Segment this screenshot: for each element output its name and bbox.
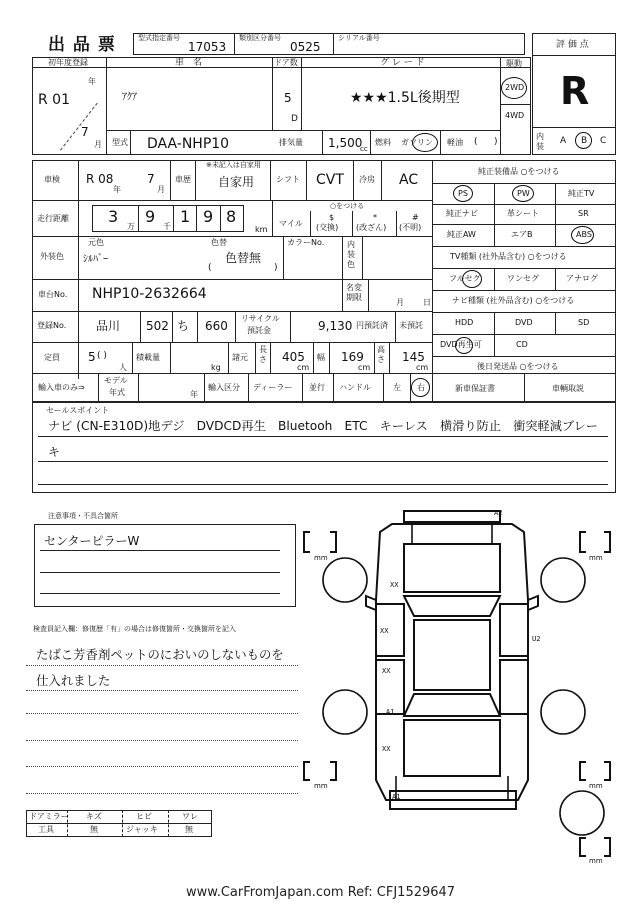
tools-header-break: ワレ [182,812,198,821]
first-reg-month: 7 [81,125,89,139]
first-reg-month-unit: 月 [94,140,102,149]
mm-label-spare: mm [589,857,603,865]
mileage-exchanged-b: (交換) [316,223,339,232]
fuel-paren-open: ( [474,137,478,147]
recycle-label-b: 預託金 [247,326,271,335]
tv-oneseg: ワンセグ [507,274,539,283]
tv-analog: アナログ [566,274,598,283]
interior-label: 内装 [536,132,544,151]
standard-equipment-title: 純正装備品 ○をつける [478,167,560,176]
right-mirror [528,596,538,610]
length-cm: cm [297,363,310,372]
right-front-door [500,604,528,656]
trunk-panel [404,720,500,776]
history-note: ※未記入は自家用 [206,161,261,169]
mm-label-rl: mm [314,782,328,790]
capacity-label: 定員 [44,353,60,362]
repaint-paren-close: ) [274,263,278,273]
mileage-mile: マイル [279,219,303,228]
tv-fullseg: フルセグ [449,274,481,283]
equip-tv: 純正TV [568,189,595,198]
grade-value: ★★★1.5L後期型 [350,90,460,106]
model-year-unit: 年 [190,390,198,399]
shaken-year-unit: 年 [113,185,121,194]
notes-label: 注意事項・不具合箇所 [48,512,118,520]
equip-abs: ABS [576,230,592,239]
mileage-sen: 千 [163,222,171,231]
import-label: 輸入車のみ⇒ [38,383,85,392]
diag-mark-rear-bumper: A1 [392,793,401,801]
wheel-rear-right [541,690,585,734]
handle-left: 左 [393,383,401,392]
expiry-month: 月 [396,298,404,307]
equip-airbag: エアB [511,230,533,239]
chassis-value: NHP10-2632664 [92,286,207,302]
mileage-digit-3: 1 [180,207,191,226]
ac-value: AC [399,172,419,188]
wheel-front-right [541,558,585,602]
rear-window [404,694,500,716]
mileage-km: km [255,225,268,234]
right-rear-door [500,660,528,714]
later-shipment-title: 後日発送品 ○をつける [477,362,559,371]
tools-jack-label: ジャッキ [126,825,158,834]
handle-right: 右 [417,383,425,392]
drive-label: 駆動 [506,59,522,68]
mileage-altered-b: (改ざん) [356,223,387,232]
wheel-front-left [323,558,367,602]
tools-header-crack: ヒビ [136,812,152,821]
category-label: 類別区分番号 [239,34,281,42]
fuel-diesel: 軽油 [447,138,463,147]
ac-label: 冷房 [359,175,375,184]
width-cm: cm [358,363,371,372]
mm-label-fr: mm [589,554,603,562]
rating-value: R [560,69,590,113]
model-cert-label: 型式指定番号 [138,34,180,42]
mm-label-rr: mm [589,782,603,790]
equip-ps: PS [458,189,468,198]
recycle-label-a: リサイクル [241,314,280,323]
sales-point-label: セールスポイント [46,406,110,415]
equip-pw: PW [517,189,530,198]
import-dealer: ディーラー [253,383,293,392]
capacity-paren: ( ) [97,351,107,361]
diag-mark-right-door: U2 [532,635,541,643]
interior-a: A [560,136,567,146]
grade-label: グ レ ー ド [380,58,425,68]
interior-color-label: 内装色 [347,240,355,269]
registration-area: 品川 [96,319,121,333]
equip-navi: 純正ナビ [446,209,478,218]
shift-label: シフト [276,175,300,184]
doors-label: ドア数 [274,58,298,67]
capacity-value: 5 [88,350,96,364]
diag-mark-front-bumper: A2 [494,509,503,517]
original-color-value: ｼﾙﾊﾞｰ [83,254,108,265]
tools-header-scratch: キズ [86,812,102,821]
front-bumper [404,509,503,522]
equip-leather: 革シート [507,209,539,218]
fuel-gasoline: ガソリン [401,138,433,147]
original-color-label: 元色 [88,238,104,247]
diag-mark-left-front-door: XX [380,627,389,635]
shaken-year: R 08 [86,172,114,186]
import-category-label: 輸入区分 [208,383,240,392]
fuel-label: 燃料 [375,138,391,147]
diag-mark-left-quarter: A1 [386,708,395,716]
registration-class: 502 [146,319,169,333]
navi-dvd-playback: DVD再生可 [440,340,482,349]
interior-b: B [581,136,588,146]
navi-hdd: HDD [455,318,474,327]
displacement-value: 1,500 [328,136,363,150]
windshield [404,596,500,616]
registration-label: 登録No. [37,321,67,330]
diag-mark-left-rear: XX [382,745,391,753]
shift-value: CVT [316,172,344,188]
repaint-paren-open: ( [208,263,212,273]
fuel-paren-close: ) [494,137,498,147]
handle-label: ハンドル [339,383,371,392]
watermark-text: www.CarFromJapan.com Ref: CFJ1529647 [186,885,456,900]
roof-panel [414,620,490,690]
recycle-unit: 円預託済 [356,321,388,330]
width-value: 169 [341,350,364,364]
wheel-rear-left [323,690,367,734]
width-label: 幅 [317,353,325,362]
recycle-value: 9,130 [318,319,353,333]
drive-2wd: 2WD [505,83,525,92]
sheet-title: 出 品 票 [48,35,116,55]
first-reg-year: R 01 [38,92,70,108]
drive-4wd: 4WD [505,111,525,120]
mileage-unknown-b: (不明) [399,223,422,232]
rating-label: 評 価 点 [556,40,589,50]
mileage-man: 万 [127,222,135,231]
tools-jack-value: 無 [185,825,193,834]
category-value: 0525 [290,40,321,54]
later-manual: 車輌取説 [552,384,584,393]
mileage-digit-4: 9 [203,207,214,226]
expiry-day: 日 [423,298,431,307]
mileage-digit-1: 3 [108,207,119,226]
navi-dvd: DVD [515,318,533,327]
serial-label: シリアル番号 [338,34,380,42]
color-no-label: カラーNo. [287,238,325,247]
history-label: 車歴 [175,175,191,184]
equip-sr: SR [578,209,589,218]
repaint-value: 色替無 [225,251,262,265]
tools-tool-label: 工具 [38,825,54,834]
recycle-pending: 未預託 [399,321,423,330]
mileage-label: 走行距離 [37,214,69,223]
tools-header-mirror: ドアミラー [29,812,69,821]
length-label: 長さ [259,345,267,364]
color-label: 外装色 [40,252,64,261]
name-expiry-label: 名変期限 [346,283,362,302]
navi-type-title: ナビ種類 (社外品含む) ○をつける [452,296,575,305]
equip-aw: 純正AW [447,230,476,239]
door-type: D [291,114,298,124]
car-body-outline [376,524,528,800]
doors-value: 5 [284,91,292,105]
spare-wheel [560,791,604,835]
tools-tool-value: 無 [90,825,98,834]
model-year-label-a: モデル [104,376,128,385]
load-label: 積載量 [136,353,160,362]
chassis-label: 車台No. [38,290,68,299]
load-kg: kg [211,363,221,372]
hood-panel [404,544,500,592]
height-label: 高さ [377,345,385,364]
sales-point-line1: ナビ (CN-E310D)地デジ DVDCD再生 Bluetooh ETC キーレス 横滑り防止 衝突軽減ブレー [48,419,598,433]
diag-mark-left-rear-door: XX [382,667,391,675]
model-label: 型式 [112,138,128,147]
sales-point-line2: キ [48,445,61,459]
tv-type-title: TV種類 (社外品含む) ○をつける [450,252,567,261]
first-reg-label: 初年度登録 [48,58,88,67]
navi-cd: CD [516,340,528,349]
shaken-month-unit: 月 [157,185,165,194]
left-mirror [366,596,376,610]
history-value: 自家用 [218,175,255,189]
shaken-month: 7 [147,172,155,186]
car-name-label: 車 名 [175,58,203,68]
model-cert-value: 17053 [188,40,227,54]
length-value: 405 [282,350,305,364]
displacement-label: 排気量 [279,138,303,147]
notes-line1: センターピラーW [44,534,140,548]
import-parallel: 並行 [309,383,325,392]
model-value: DAA-NHP10 [147,136,230,152]
mileage-unknown-a: # [412,213,419,222]
mileage-digit-5: 8 [226,207,237,226]
diag-mark-left-fender: XX [390,581,399,589]
registration-kana: ち [177,319,190,333]
displacement-unit: cc [360,145,368,153]
height-value: 145 [402,350,425,364]
repaint-label: 色替 [211,238,227,247]
first-reg-year-unit: 年 [88,77,96,86]
inspector-line1: たばこ芳香剤ペットのにおいのしないものを [36,647,284,662]
mm-label-fl: mm [314,554,328,562]
dims-label: 諸元 [232,353,248,362]
height-cm: cm [416,363,429,372]
mileage-altered-a: * [373,213,377,222]
interior-c: C [600,136,607,146]
registration-number: 660 [205,319,228,333]
shaken-label: 車検 [44,175,60,184]
inspector-label: 検査員記入欄：修復歴「有」の場合は修復箇所・交換箇所を記入 [33,625,236,633]
mileage-exchanged-a: $ [329,213,335,222]
inspector-line2: 仕入れました [36,673,111,688]
navi-sd: SD [578,318,590,327]
mileage-digit-2: 9 [145,207,156,226]
car-name-value: ｱｸｱ [122,92,137,103]
capacity-unit: 人 [119,363,127,372]
model-year-label-b: 年式 [109,388,125,397]
mileage-circle-note: ○をつける [330,202,365,210]
later-warranty: 新車保証書 [455,384,495,393]
